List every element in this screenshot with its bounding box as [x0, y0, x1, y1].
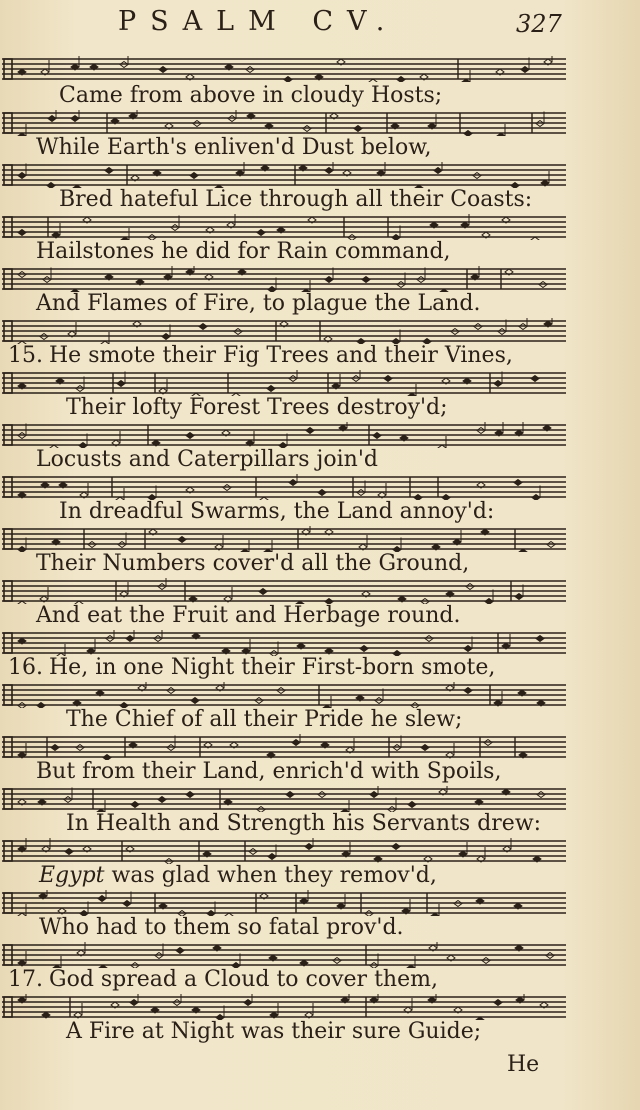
lyric-line: And Flames of Fire, to plague the Land. [36, 291, 481, 316]
lyric-line: Who had to them so fatal prov'd. [39, 915, 404, 940]
lyric-line: While Earth's enliven'd Dust below, [36, 135, 432, 160]
lyric-line: Bred hateful Lice through all their Coasts: [59, 187, 533, 212]
page-header [0, 4, 640, 44]
lyric-line: Egypt was glad when they remov'd, [39, 863, 437, 888]
lyric-line: Their Numbers cover'd all the Ground, [36, 551, 470, 576]
lyric-line: And eat the Fruit and Herbage round. [36, 603, 461, 628]
lyric-line: Locusts and Caterpillars join'd [36, 447, 378, 472]
music-staff [0, 56, 640, 82]
lyric-line: 16. He, in one Night their First-born smote, [8, 655, 496, 680]
lyric-line: Their lofty Forest Trees destroy'd; [66, 395, 448, 420]
lyric-line: 15. He smote their Fig Trees and their Vines, [8, 343, 513, 368]
lyric-line: In dreadful Swarms, the Land annoy'd: [59, 499, 495, 524]
page-number: 327 [516, 10, 562, 38]
catchword: He [507, 1052, 540, 1077]
lyric-line: Came from above in cloudy Hosts; [59, 83, 443, 108]
lyric-line: 17. God spread a Cloud to cover them, [8, 967, 438, 992]
lyric-line: In Health and Strength his Servants drew: [66, 811, 542, 836]
running-title: PSALM CV. [118, 6, 399, 37]
lyric-line: The Chief of all their Pride he slew; [66, 707, 463, 732]
lyric-line: A Fire at Night was their sure Guide; [66, 1019, 482, 1044]
lyric-line: But from their Land, enrich'd with Spoils, [36, 759, 502, 784]
lyric-line: Hailstones he did for Rain command, [36, 239, 451, 264]
